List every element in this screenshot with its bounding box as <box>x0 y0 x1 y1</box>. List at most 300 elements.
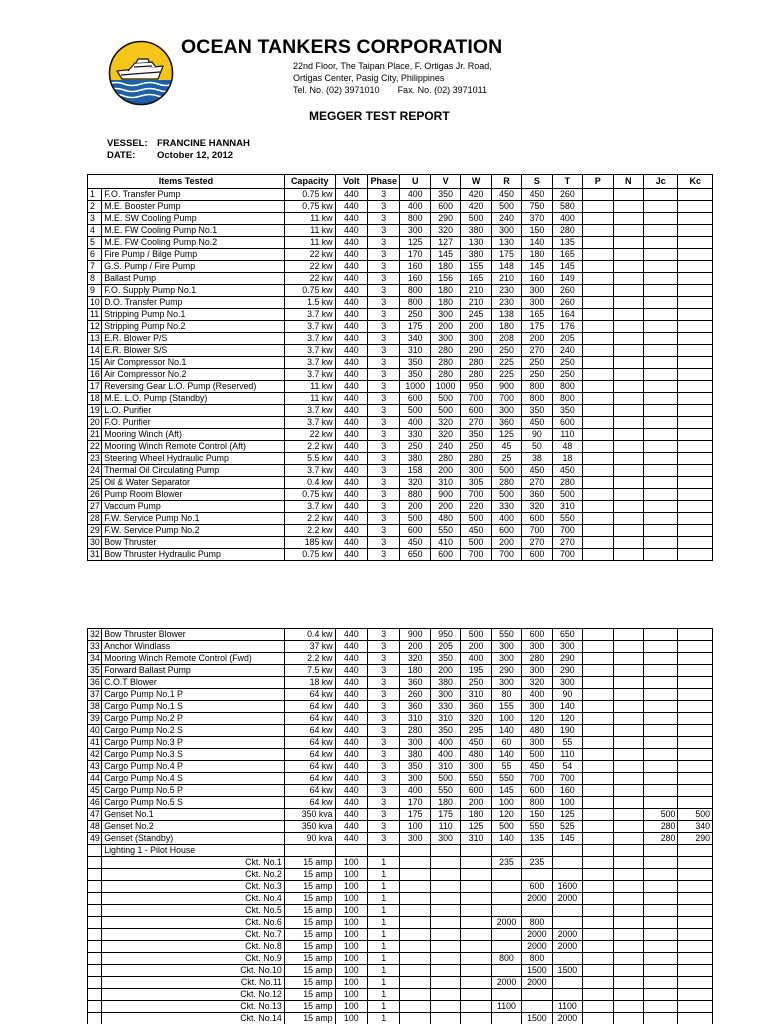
jc-value <box>643 237 677 249</box>
p-value <box>583 905 613 917</box>
u-value: 880 <box>400 489 430 501</box>
capacity: 64 kw <box>284 797 335 809</box>
table-row <box>88 333 713 345</box>
volt: 440 <box>335 225 367 237</box>
jc-value <box>643 429 677 441</box>
capacity: 18 kw <box>284 677 335 689</box>
u-value <box>400 965 430 977</box>
t-value <box>552 989 582 1001</box>
capacity: 15 amp <box>284 869 335 881</box>
r-value: 130 <box>491 237 521 249</box>
r-value: 230 <box>491 285 521 297</box>
p-value <box>583 381 613 393</box>
jc-value <box>643 405 677 417</box>
v-value: 300 <box>430 309 460 321</box>
item-name: Forward Ballast Pump <box>102 665 285 677</box>
s-value: 800 <box>522 917 552 929</box>
p-value <box>583 525 613 537</box>
v-value <box>430 845 460 857</box>
p-value <box>583 689 613 701</box>
jc-value <box>643 465 677 477</box>
phase: 3 <box>368 357 400 369</box>
jc-value: 280 <box>643 821 677 833</box>
r-value: 500 <box>491 489 521 501</box>
r-value: 700 <box>491 549 521 561</box>
r-value <box>491 941 521 953</box>
phase: 3 <box>368 785 400 797</box>
n-value <box>613 477 643 489</box>
v-value: 350 <box>430 725 460 737</box>
item-name: Cargo Pump No.3 S <box>102 749 285 761</box>
v-value <box>430 893 460 905</box>
item-name: M.E. FW Cooling Pump No.2 <box>102 237 285 249</box>
u-value: 310 <box>400 713 430 725</box>
phase: 3 <box>368 189 400 201</box>
r-value: 210 <box>491 273 521 285</box>
r-value: 300 <box>491 677 521 689</box>
table-row <box>88 465 713 477</box>
t-value: 100 <box>552 797 582 809</box>
table-row <box>88 713 713 725</box>
n-value <box>613 357 643 369</box>
p-value <box>583 797 613 809</box>
s-value: 2000 <box>522 977 552 989</box>
phase: 1 <box>368 953 400 965</box>
v-value: 280 <box>430 453 460 465</box>
p-value <box>583 237 613 249</box>
v-value: 550 <box>430 785 460 797</box>
v-value: 180 <box>430 797 460 809</box>
s-value: 450 <box>522 761 552 773</box>
s-value: 150 <box>522 809 552 821</box>
t-value: 48 <box>552 441 582 453</box>
row-number: 31 <box>88 549 102 561</box>
item-name: C.O.T Blower <box>102 677 285 689</box>
item-name: Mooring Winch Remote Control (Aft) <box>102 441 285 453</box>
p-value <box>583 501 613 513</box>
kc-value <box>678 489 713 501</box>
v-value: 600 <box>430 549 460 561</box>
kc-value <box>678 653 713 665</box>
capacity: 2.2 kw <box>284 513 335 525</box>
volt: 100 <box>335 869 367 881</box>
phase: 3 <box>368 285 400 297</box>
t-value: 190 <box>552 725 582 737</box>
kc-value <box>678 429 713 441</box>
jc-value <box>643 701 677 713</box>
phase: 1 <box>368 905 400 917</box>
r-value: 125 <box>491 429 521 441</box>
v-value: 600 <box>430 201 460 213</box>
capacity: 3.7 kw <box>284 417 335 429</box>
s-value: 700 <box>522 773 552 785</box>
row-number <box>88 953 102 965</box>
w-value: 200 <box>461 797 491 809</box>
volt: 440 <box>335 201 367 213</box>
r-value: 550 <box>491 629 521 641</box>
volt: 440 <box>335 369 367 381</box>
s-value <box>522 869 552 881</box>
table-row <box>88 501 713 513</box>
u-value: 300 <box>400 833 430 845</box>
capacity: 22 kw <box>284 249 335 261</box>
capacity: 0.4 kw <box>284 477 335 489</box>
u-value: 250 <box>400 441 430 453</box>
row-number: 49 <box>88 833 102 845</box>
r-value: 290 <box>491 665 521 677</box>
s-value: 360 <box>522 489 552 501</box>
phase: 3 <box>368 525 400 537</box>
volt: 440 <box>335 345 367 357</box>
u-value: 250 <box>400 309 430 321</box>
table-row <box>88 725 713 737</box>
r-value: 100 <box>491 797 521 809</box>
v-value: 200 <box>430 321 460 333</box>
n-value <box>613 869 643 881</box>
volt: 100 <box>335 857 367 869</box>
row-number <box>88 1013 102 1024</box>
v-value: 145 <box>430 249 460 261</box>
row-number: 1 <box>88 189 102 201</box>
kc-value <box>678 977 713 989</box>
table-row <box>88 857 713 869</box>
item-name: Ckt. No.6 <box>102 917 285 929</box>
item-name: Air Compressor No.1 <box>102 357 285 369</box>
kc-value <box>678 953 713 965</box>
item-name: F.O. Supply Pump No.1 <box>102 285 285 297</box>
u-value <box>400 917 430 929</box>
phase: 3 <box>368 309 400 321</box>
s-value: 600 <box>522 549 552 561</box>
u-value: 650 <box>400 549 430 561</box>
phase: 1 <box>368 977 400 989</box>
table-row <box>88 749 713 761</box>
v-value: 310 <box>430 761 460 773</box>
v-value: 280 <box>430 369 460 381</box>
capacity: 350 kva <box>284 809 335 821</box>
table-row <box>88 321 713 333</box>
r-value: 45 <box>491 441 521 453</box>
phase: 1 <box>368 941 400 953</box>
u-value: 600 <box>400 393 430 405</box>
p-value <box>583 321 613 333</box>
r-value: 300 <box>491 653 521 665</box>
row-number: 7 <box>88 261 102 273</box>
w-value: 600 <box>461 405 491 417</box>
item-name: M.E. Booster Pump <box>102 201 285 213</box>
jc-value <box>643 785 677 797</box>
w-value: 450 <box>461 737 491 749</box>
table-row <box>88 489 713 501</box>
phase: 1 <box>368 917 400 929</box>
volt: 100 <box>335 1001 367 1013</box>
w-value: 295 <box>461 725 491 737</box>
kc-value <box>678 629 713 641</box>
t-value: 125 <box>552 809 582 821</box>
w-value: 280 <box>461 357 491 369</box>
s-value: 1500 <box>522 1013 552 1024</box>
p-value <box>583 489 613 501</box>
table-row <box>88 809 713 821</box>
row-number: 42 <box>88 749 102 761</box>
capacity: 64 kw <box>284 701 335 713</box>
r-value: 550 <box>491 773 521 785</box>
table-row <box>88 441 713 453</box>
n-value <box>613 189 643 201</box>
r-value: 500 <box>491 465 521 477</box>
w-value <box>461 845 491 857</box>
n-value <box>613 417 643 429</box>
t-value: 165 <box>552 249 582 261</box>
row-number: 41 <box>88 737 102 749</box>
phase: 3 <box>368 381 400 393</box>
volt: 440 <box>335 237 367 249</box>
item-name: Cargo Pump No.5 P <box>102 785 285 797</box>
n-value <box>613 953 643 965</box>
p-value <box>583 677 613 689</box>
w-value: 165 <box>461 273 491 285</box>
capacity: 11 kw <box>284 393 335 405</box>
kc-value <box>678 321 713 333</box>
r-value: 55 <box>491 761 521 773</box>
jc-value <box>643 273 677 285</box>
col-header-items: Items Tested <box>88 175 285 189</box>
item-name: Fire Pump / Bilge Pump <box>102 249 285 261</box>
w-value: 305 <box>461 477 491 489</box>
volt: 440 <box>335 689 367 701</box>
phase: 3 <box>368 429 400 441</box>
n-value <box>613 441 643 453</box>
s-value: 2000 <box>522 929 552 941</box>
volt: 440 <box>335 513 367 525</box>
table-row <box>88 525 713 537</box>
table-row <box>88 345 713 357</box>
n-value <box>613 713 643 725</box>
v-value: 400 <box>430 749 460 761</box>
w-value: 290 <box>461 345 491 357</box>
table-row <box>88 381 713 393</box>
t-value: 525 <box>552 821 582 833</box>
kc-value <box>678 845 713 857</box>
row-number <box>88 893 102 905</box>
row-number: 34 <box>88 653 102 665</box>
item-name: Genset No.1 <box>102 809 285 821</box>
w-value: 500 <box>461 629 491 641</box>
phase: 1 <box>368 881 400 893</box>
kc-value <box>678 249 713 261</box>
volt: 100 <box>335 953 367 965</box>
phase: 1 <box>368 857 400 869</box>
u-value: 100 <box>400 821 430 833</box>
kc-value <box>678 477 713 489</box>
kc-value <box>678 405 713 417</box>
w-value: 180 <box>461 809 491 821</box>
n-value <box>613 689 643 701</box>
item-name: Steering Wheel Hydraulic Pump <box>102 453 285 465</box>
n-value <box>613 821 643 833</box>
t-value: 145 <box>552 833 582 845</box>
s-value: 140 <box>522 237 552 249</box>
w-value: 195 <box>461 665 491 677</box>
r-value: 100 <box>491 713 521 725</box>
p-value <box>583 225 613 237</box>
row-number <box>88 977 102 989</box>
s-value: 300 <box>522 285 552 297</box>
kc-value <box>678 465 713 477</box>
n-value <box>613 429 643 441</box>
w-value <box>461 893 491 905</box>
item-name: M.E. L.O. Pump (Standby) <box>102 393 285 405</box>
s-value: 270 <box>522 345 552 357</box>
kc-value <box>678 297 713 309</box>
u-value: 340 <box>400 333 430 345</box>
p-value <box>583 1013 613 1024</box>
capacity: 64 kw <box>284 737 335 749</box>
capacity: 15 amp <box>284 941 335 953</box>
kc-value <box>678 893 713 905</box>
r-value: 138 <box>491 309 521 321</box>
phase: 3 <box>368 833 400 845</box>
s-value: 1500 <box>522 965 552 977</box>
vessel-name: FRANCINE HANNAH <box>157 138 250 149</box>
r-value <box>491 893 521 905</box>
col-header-p: P <box>583 175 613 189</box>
row-number: 48 <box>88 821 102 833</box>
date-label: DATE: <box>107 150 136 161</box>
table-row <box>88 773 713 785</box>
s-value: 450 <box>522 417 552 429</box>
u-value: 360 <box>400 701 430 713</box>
col-header-v: V <box>430 175 460 189</box>
jc-value <box>643 225 677 237</box>
t-value: 280 <box>552 225 582 237</box>
v-value: 350 <box>430 653 460 665</box>
s-value: 320 <box>522 501 552 513</box>
kc-value <box>678 225 713 237</box>
row-number <box>88 857 102 869</box>
item-name: Mooring Winch Remote Control (Fwd) <box>102 653 285 665</box>
jc-value <box>643 737 677 749</box>
w-value: 320 <box>461 713 491 725</box>
jc-value <box>643 321 677 333</box>
s-value: 800 <box>522 381 552 393</box>
kc-value <box>678 737 713 749</box>
u-value: 160 <box>400 261 430 273</box>
item-name: M.E. SW Cooling Pump <box>102 213 285 225</box>
p-value <box>583 629 613 641</box>
r-value: 280 <box>491 477 521 489</box>
capacity: 11 kw <box>284 237 335 249</box>
s-value: 450 <box>522 465 552 477</box>
s-value: 38 <box>522 453 552 465</box>
kc-value <box>678 213 713 225</box>
v-value: 480 <box>430 513 460 525</box>
jc-value <box>643 345 677 357</box>
s-value: 200 <box>522 333 552 345</box>
u-value: 200 <box>400 641 430 653</box>
volt: 100 <box>335 917 367 929</box>
table-row <box>88 953 713 965</box>
s-value <box>522 845 552 857</box>
table-row <box>88 393 713 405</box>
phase: 3 <box>368 417 400 429</box>
s-value: 120 <box>522 713 552 725</box>
contact-line <box>293 85 487 95</box>
n-value <box>613 761 643 773</box>
t-value <box>552 857 582 869</box>
jc-value <box>643 513 677 525</box>
s-value: 600 <box>522 881 552 893</box>
kc-value <box>678 273 713 285</box>
volt: 440 <box>335 797 367 809</box>
r-value: 900 <box>491 381 521 393</box>
row-number: 27 <box>88 501 102 513</box>
volt: 440 <box>335 549 367 561</box>
s-value: 350 <box>522 405 552 417</box>
jc-value <box>643 749 677 761</box>
volt: 440 <box>335 761 367 773</box>
r-value: 200 <box>491 537 521 549</box>
kc-value <box>678 237 713 249</box>
capacity: 3.7 kw <box>284 321 335 333</box>
jc-value <box>643 1001 677 1013</box>
jc-value <box>643 393 677 405</box>
phase: 3 <box>368 701 400 713</box>
row-number: 33 <box>88 641 102 653</box>
item-name: Ckt. No.9 <box>102 953 285 965</box>
s-value: 50 <box>522 441 552 453</box>
table-row <box>88 261 713 273</box>
jc-value: 280 <box>643 833 677 845</box>
v-value: 175 <box>430 809 460 821</box>
item-name: Ckt. No.13 <box>102 1001 285 1013</box>
kc-value <box>678 537 713 549</box>
t-value: 176 <box>552 321 582 333</box>
u-value: 300 <box>400 737 430 749</box>
capacity: 350 kva <box>284 821 335 833</box>
capacity <box>284 845 335 857</box>
phase: 3 <box>368 369 400 381</box>
u-value <box>400 941 430 953</box>
n-value <box>613 237 643 249</box>
row-number: 39 <box>88 713 102 725</box>
phase: 3 <box>368 629 400 641</box>
capacity: 15 amp <box>284 917 335 929</box>
capacity: 15 amp <box>284 905 335 917</box>
t-value: 18 <box>552 453 582 465</box>
r-value: 60 <box>491 737 521 749</box>
kc-value <box>678 1013 713 1024</box>
u-value <box>400 989 430 1001</box>
w-value <box>461 965 491 977</box>
u-value: 450 <box>400 537 430 549</box>
v-value: 500 <box>430 773 460 785</box>
company-name: OCEAN TANKERS CORPORATION <box>181 36 503 58</box>
table-row <box>88 821 713 833</box>
capacity: 2.2 kw <box>284 653 335 665</box>
r-value: 700 <box>491 393 521 405</box>
col-header-phase: Phase <box>368 175 400 189</box>
t-value: 120 <box>552 713 582 725</box>
n-value <box>613 393 643 405</box>
jc-value <box>643 953 677 965</box>
p-value <box>583 845 613 857</box>
r-value: 500 <box>491 821 521 833</box>
col-header-r: R <box>491 175 521 189</box>
phase: 3 <box>368 489 400 501</box>
n-value <box>613 677 643 689</box>
n-value <box>613 749 643 761</box>
